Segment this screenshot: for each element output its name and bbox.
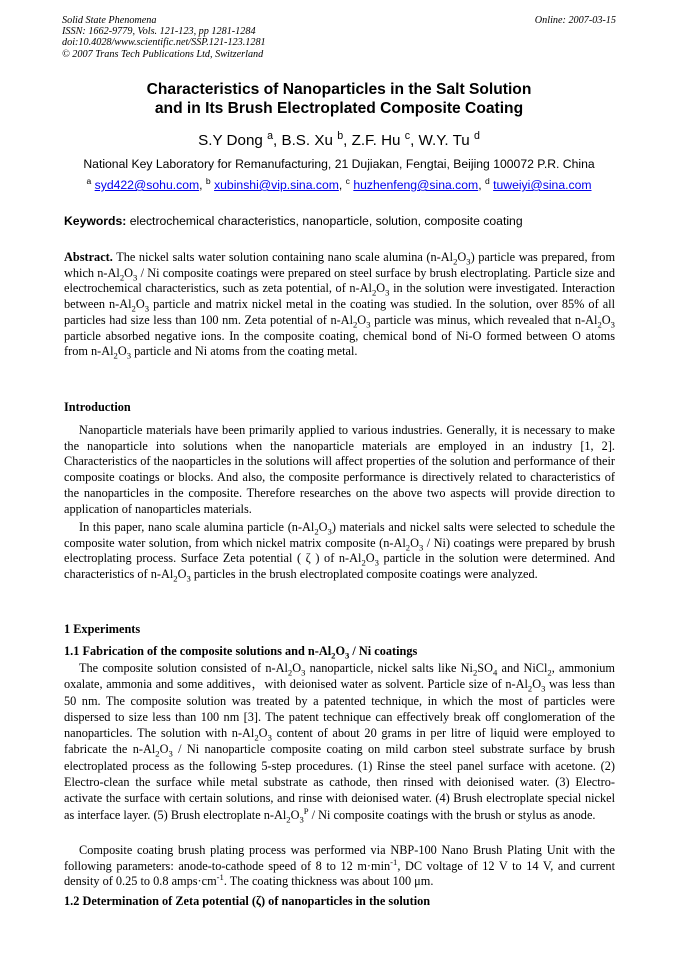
subscript: 3 (299, 814, 304, 825)
email-link-dong[interactable]: syd422@sohu.com (94, 178, 200, 192)
subscript: 4 (492, 667, 498, 678)
body-text: , DC voltage of 12 V to 14 V, and current density of 0.25 to 0.8 amps·cm (64, 858, 615, 889)
issn-line: ISSN: 1662-9779, Vols. 121-123, pp 1281-1284 (62, 26, 256, 38)
subsection-1-1-heading: 1.1 Fabrication of the composite solutions and $n-Al_2O_3$ / Ni coatings (64, 644, 418, 661)
subscript: 3 (301, 667, 306, 678)
subscript: 3 (144, 303, 150, 314)
author-mark: a (267, 129, 273, 142)
body-text: / Ni composite coatings with the brush or stylus as anode. (308, 807, 596, 822)
author-name: S.Y Dong (198, 132, 263, 149)
affiliation: National Key Laboratory for Remanufacturing, 21 Dujiakan, Fengtai, Beijing 100072 P.R. China (83, 157, 595, 171)
body-text: and NiCl (497, 661, 548, 675)
heading-text: 1.1 Fabrication of the composite solutions and n-Al (64, 644, 332, 658)
subscript: 2 (597, 319, 602, 330)
subscript: 3 (541, 683, 546, 694)
body-text: / Ni) coatings were prepared by brush electroplating process. Surface Zeta potential ( ζ ) of n-Al (64, 535, 615, 566)
subscript: 2 (547, 667, 552, 678)
abstract-text: in the solution were investigated. Interaction between n-Al (64, 281, 615, 312)
author-mark: b (337, 129, 344, 142)
abstract-text: ) particle was prepared, from which n-Al (64, 250, 616, 280)
superscript: P (303, 805, 309, 816)
subscript: 2 (286, 814, 291, 825)
email-mark: b (205, 175, 211, 186)
title-line-1: Characteristics of Nanoparticles in the Salt Solution (146, 81, 532, 98)
subscript: 3 (186, 573, 191, 584)
superscript: -1 (390, 856, 398, 867)
subscript: 2 (119, 272, 125, 283)
body-text: Composite coating brush plating process was performed via NBP-100 Nano Brush Plating Unit with the following parameters: anode-to-cathode speed of 8 to 12 m·min (64, 843, 615, 873)
heading-text: / Ni coatings (349, 644, 418, 658)
body-text: , ammonium oxalate, ammonia and some additives，with deionised water as solvent. Particle size of n-Al (64, 661, 615, 692)
author-mark: d (473, 129, 480, 142)
keywords-label: Keywords: (64, 214, 127, 228)
subscript: 3 (366, 319, 371, 330)
abstract-label: Abstract. (64, 250, 113, 264)
author-name: Z.F. Hu (351, 132, 401, 149)
abstract-text: particle and Ni atoms from the coating metal. (131, 344, 358, 359)
email-link-hu[interactable]: huzhenfeng@sina.com (353, 178, 479, 192)
body-text: In this paper, nano scale alumina particle (n-Al (79, 520, 315, 534)
email-mark: d (484, 175, 490, 186)
body-text: . The coating thickness was about 100 μm. (223, 874, 434, 889)
subscript: 3 (610, 319, 615, 330)
body-text: SO (477, 661, 493, 675)
abstract-text: particle absorbed negative ions. In the composite coating, chemical bond of Ni-O formed between O atoms from n-Al (64, 328, 615, 359)
subscript: 2 (527, 683, 533, 694)
abstract-text: particle and matrix nickel metal in the coating was studied. In the solution, over 85% of all particles had size less than 100 nm. Zeta potential of n-Al (64, 297, 615, 327)
email-link-xu[interactable]: xubinshi@vip.sina.com (214, 178, 339, 192)
body-text: particles in the brush electroplated composite coatings were analyzed. (190, 567, 538, 582)
email-mark: c (345, 175, 350, 186)
subscript: 3 (418, 542, 424, 553)
subscript: 3 (327, 526, 332, 537)
body-text: was less than 50 nm. The composite solution was treated by a patented technique, in which the most of particles were dispersed to size less than 100 nm [3]. The patent technique can effectively break off conglomeration of the nanoparticles. The solution with n-Al (64, 677, 615, 741)
subscript: 2 (155, 748, 160, 759)
email-mark: a (86, 175, 92, 186)
experiments-paragraph-2 (64, 843, 615, 890)
body-text: particle in the solution were determined. And characteristics of n-Al (64, 551, 615, 582)
subscript: 2 (131, 303, 136, 314)
subscript: 3 (168, 748, 173, 759)
subscript: 3 (466, 256, 471, 267)
keywords-text: electrochemical characteristics, nanoparticle, solution, composite coating (129, 214, 523, 228)
subscript: 2 (361, 557, 366, 568)
body-text: / Ni nanoparticle composite coating on mild carbon steel substrate surface by brush electroplated process as the following 5-step procedures. (1) Rinse the steel panel surface with acetone. (2) Electro-clean the surface while metal substrate as cathode, then rinsed with deionised water. (3) Electro-activate the surface with certain solutions, and rinse with deionised water. (4) Brush electroplate special nickel as interface layer. (5) Brush electroplate n-Al (64, 742, 616, 822)
abstract-text: particle was minus, which revealed that n-Al (370, 312, 598, 327)
subscript: 2 (254, 732, 259, 743)
subscript: 2 (371, 287, 377, 298)
subscript: 2 (113, 350, 118, 361)
introduction-heading: Introduction (64, 400, 131, 414)
abstract-text: / Ni composite coatings were prepared on steel surface by brush electroplating. Particle size and electrochemical characteristics, such as zeta potential, of n-Al (64, 265, 615, 296)
subscript: 2 (453, 256, 458, 267)
subscript: 2 (173, 573, 178, 584)
body-text: The composite solution consisted of n-Al (79, 661, 288, 675)
subscript: 3 (385, 287, 390, 298)
subscript: 2 (405, 542, 411, 553)
email-list: $^a$ syd422@sohu.com, $^b$ xubinshi@vip.sina.com, $^c$ huzhenfeng@sina.com, $^d$ tuweiyi@sina.com (86, 175, 592, 192)
title-line-2: and in Its Brush Electroplated Composite Coating (154, 100, 524, 117)
body-text: ) materials and nickel salts were selected to schedule the composite water solution, from which nickel matrix composite (n-Al (64, 520, 616, 550)
online-date: Online: 2007-03-15 (534, 15, 616, 26)
paper-title (62, 80, 616, 118)
author-name: B.S. Xu (281, 132, 333, 149)
subscript: 2 (287, 667, 293, 678)
subscript: 2 (352, 319, 358, 330)
subscript: 3 (345, 650, 350, 661)
body-text: nanoparticle, nickel salts like Ni (305, 661, 473, 675)
journal-name: Solid State Phenomena (62, 15, 157, 26)
introduction-paragraph-1: Nanoparticle materials have been primarily applied to various industries. Generally, it is necessary to make the nanoparticle into solutions when the nanoparticle materials are employed in an industry [1, 2]. Characteristics of the naoparticles in the solutions will affect properties of the solution and performance of their composite coatings or blocks. And also, the composite performance is directively related to characteristics of the nanoparticles in the composite. Therefore researches on the above two aspects will provide direction to application of nanoparticles materials. (64, 423, 615, 516)
subscript: 3 (126, 350, 132, 361)
abstract-text: The nickel salts water solution containing nano scale alumina (n-Al (116, 250, 454, 264)
introduction-paragraph-2: In this paper, nano scale alumina particle $(n-Al_2O_3)$ materials and nickel salts were selected to schedule the composite water solution, from which nickel matrix composite $(n-Al_2O_3 / Ni)$ coatings were prepared by brush electroplating process. Surface Zeta potential ( ζ ) of $n-Al_2O_3$ particle in the solution were determined. And characteristics of $n-Al_2O_3$ particles in the brush electroplated composite coatings were analyzed. (64, 520, 616, 584)
subsection-1-2-heading: 1.2 Determination of Zeta potential (ζ) of nanoparticles in the solution (64, 894, 431, 908)
subscript: 2 (331, 650, 336, 661)
author-name: W.Y. Tu (418, 132, 470, 149)
journal-header (62, 15, 266, 60)
author-mark: c (404, 129, 411, 142)
author-list: S.Y Dong $^a$, B.S. Xu $^b$, Z.F. Hu $^c$, W.Y. Tu $^d$ (198, 129, 480, 149)
subscript: 2 (314, 526, 319, 537)
subscript: 3 (133, 272, 138, 283)
subscript: 3 (374, 557, 379, 568)
experiments-paragraph-1: The composite solution consisted of $n-Al_2O_3$ nanoparticle, nickel salts like $Ni_2SO_4$ and NiCl$_2$, ammonium oxalate, ammonia and some additives，with deionised water as solvent. Particle size of $n-Al_2O_3$ was less than 50 nm. The composite solution was treated by a patented technique, in which the most of particles were dispersed to size less than 100 nm [3]. The patent technique can effectively break off conglomeration of the nanoparticles. The solution with $n-Al_2O_3$ content of about 20 grams in per litre of liquid were employed to fabricate the $n-Al_2O_3$ / Ni nanoparticle composite coating on mild carbon steel substrate surface by brush electroplated process as the following 5-step procedures. (1) Rinse the steel panel surface with acetone. (2) Electro-clean the surface while metal substrate as cathode, then rinsed with deionised water. (3) Electro-activate the surface with certain solutions, and rinse with deionised water. (4) Brush electroplate special nickel as interface layer. (5) Brush electroplate $n-Al_2O_3^P$ / Ni composite coatings with the brush or stylus as anode. (64, 661, 616, 825)
doi-line: doi:10.4028/www.scientific.net/SSP.121-123.1281 (62, 37, 266, 49)
abstract: Abstract. The nickel salts water solution containing nano scale alumina $(n-Al_2O_3)$ particle was prepared, from which $n-Al_2O_3$ / Ni composite coatings were prepared on steel surface by brush electroplating. Particle size and electrochemical characteristics, such as zeta potential, of $n-Al_2O_3$ in the solution were investigated. Interaction between $n-Al_2O_3$ particle and matrix nickel metal in the coating was studied. In the solution, over 85% of all particles had size less than 100 nm. Zeta potential of $n-Al_2O_3$ particle was minus, which revealed that $n-Al_2O_3$ particle absorbed negative ions. In the composite coating, chemical bond of Ni-O formed between O atoms from $n-Al_2O_3$ particle and Ni atoms from the coating metal. (64, 250, 616, 361)
subscript: 3 (267, 732, 272, 743)
email-link-tu[interactable]: tuweiyi@sina.com (493, 178, 592, 192)
experiments-heading: 1 Experiments (64, 622, 141, 636)
superscript: -1 (216, 872, 224, 883)
copyright-line: © 2007 Trans Tech Publications Ltd, Switzerland (62, 48, 264, 60)
body-text: content of about 20 grams in per litre of liquid were employed to fabricate the n-Al (64, 726, 616, 757)
subscript: 2 (472, 667, 478, 678)
keywords (64, 214, 616, 228)
